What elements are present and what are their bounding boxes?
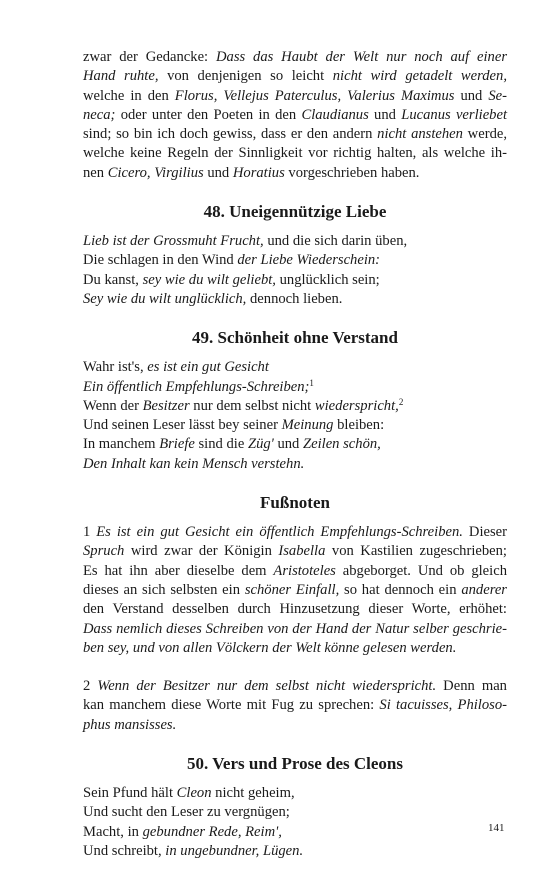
text-run: Cicero, Virgilius <box>107 164 204 181</box>
text-run: abgeborget. Und ob gleich <box>335 562 507 579</box>
section-49-verse <box>83 358 507 474</box>
text-line <box>83 397 507 416</box>
text-run: Lucanus verliebet <box>401 106 508 123</box>
text-run: Sein Pfund hält <box>83 785 177 802</box>
text-line <box>83 67 507 86</box>
text-run: neca; <box>83 106 116 123</box>
text-run: bleiben: <box>333 417 385 434</box>
text-run: sind; so bin ich doch gewiss, dass er den andern <box>83 126 378 143</box>
text-line <box>83 696 507 715</box>
text-run: dennoch lieben. <box>246 290 343 307</box>
text-run: Wenn der Besitzer nur dem selbst nicht wiederspricht. <box>97 678 437 695</box>
text-run: Wahr ist's, <box>83 359 148 376</box>
text-run: oder unter den Poeten in den <box>115 106 302 123</box>
text-line <box>83 600 507 619</box>
text-run: Hand ruhte, <box>83 68 159 85</box>
text-run: Es ist ein gut Gesicht ein öffentlich Empfehlungs-Schreiben. <box>96 524 463 541</box>
text-run: Cleon <box>176 785 212 802</box>
text-run: Die schlagen in den Wind <box>83 252 238 269</box>
text-line <box>83 232 507 251</box>
text-run: Meinung <box>281 417 334 434</box>
text-run: Florus, Vellejus Paterculus, Valerius Maximus <box>174 87 455 104</box>
text-line <box>83 164 507 183</box>
text-run: von Kastilien zugeschrieben; <box>325 543 507 560</box>
intro-paragraph <box>83 48 507 183</box>
text-run: 1 <box>83 524 97 541</box>
text-run: sey wie du wilt geliebt, <box>142 271 276 288</box>
text-line <box>83 290 507 309</box>
section-48-heading: 48. Uneigennützige Liebe <box>203 202 387 222</box>
text-run: wiederspricht, <box>314 397 399 414</box>
text-line <box>83 416 507 435</box>
text-run: Macht, in <box>83 823 143 840</box>
text-run: Und sucht den Leser zu vergnügen; <box>83 804 290 821</box>
text-line <box>83 251 507 270</box>
text-line <box>83 106 507 125</box>
text-run: Isabella <box>278 543 326 560</box>
text-line <box>83 523 507 542</box>
text-run: wird zwar der Königin <box>124 543 279 560</box>
text-run: den Verstand desselben durch Hinzusetzung dieser Worte, erhöhet: <box>83 601 507 618</box>
text-line <box>83 620 507 639</box>
text-run: nicht anstehen <box>377 126 463 143</box>
text-line <box>83 784 507 803</box>
footnotes-heading: Fußnoten <box>260 493 330 513</box>
text-line <box>83 581 507 600</box>
text-line <box>83 639 507 658</box>
text-run: unglücklich sein; <box>275 271 380 288</box>
text-run: so hat dennoch ein <box>339 581 462 598</box>
text-run: und <box>454 87 489 104</box>
text-line <box>83 803 507 822</box>
text-run: Es hat ihn aber dieselbe dem <box>83 562 274 579</box>
text-run: Sey wie du wilt unglücklich, <box>83 290 247 307</box>
text-run: Dass nemlich dieses Schreiben von der Hand der Natur selber geschrie- <box>83 620 507 637</box>
text-run: Si tacuisses, Philoso- <box>379 697 507 714</box>
text-line <box>83 358 507 377</box>
text-line <box>83 378 507 397</box>
text-line <box>83 842 507 861</box>
text-run: Zeilen schön, <box>303 436 381 453</box>
text-run: phus mansisses. <box>83 716 177 733</box>
text-run: nur dem selbst nicht <box>189 397 315 414</box>
page-content <box>83 48 507 861</box>
text-line <box>83 48 507 67</box>
text-run: der Liebe Wiederschein: <box>237 252 381 269</box>
text-run: und <box>368 106 402 123</box>
text-run: in ungebundner, Lügen. <box>165 842 304 859</box>
text-run: Ein öffentlich Empfehlungs-Schreiben; <box>83 378 310 395</box>
text-run: Claudianus <box>301 106 369 123</box>
text-run: und <box>203 164 233 181</box>
text-run: welche keine Regeln der Sinnligkeit vor richtig halten, als welche ih- <box>83 145 507 162</box>
text-run: kan manchem diese Worte mit Fug zu sprechen: <box>83 697 380 714</box>
text-line <box>83 435 507 454</box>
text-run: von denjenigen so leicht <box>158 68 333 85</box>
text-run: Wenn der <box>83 397 143 414</box>
text-line <box>83 125 507 144</box>
text-run: vorgeschrieben haben. <box>284 164 420 181</box>
text-run: es ist ein gut Gesicht <box>147 359 269 376</box>
footnote-2 <box>83 677 507 735</box>
text-run: ben sey, und von allen Völckern der Welt könne gelesen werden. <box>83 639 457 656</box>
text-run: Du kanst, <box>83 271 143 288</box>
text-run: gebundner Rede, Reim', <box>142 823 282 840</box>
footnote-1 <box>83 523 507 658</box>
footnote-marker: 2 <box>398 396 404 407</box>
text-run: nicht geheim, <box>211 785 295 802</box>
text-run: Denn man <box>436 678 507 695</box>
text-run: Briefe <box>159 436 195 453</box>
text-run: Züg' <box>247 436 274 453</box>
text-line <box>83 144 507 163</box>
text-run: welche in den <box>83 87 175 104</box>
text-run: Spruch <box>83 543 125 560</box>
text-run: schöner Einfall, <box>244 581 340 598</box>
text-run: Dieser <box>462 524 507 541</box>
text-line <box>83 716 507 735</box>
text-run: Aristoteles <box>273 562 336 579</box>
text-run: nen <box>83 164 108 181</box>
section-50-heading: 50. Vers und Prose des Cleons <box>187 754 403 774</box>
text-run: Dass das Haubt der Welt nur noch auf einer <box>215 49 507 65</box>
text-run: 2 <box>83 678 98 695</box>
text-run: Besitzer <box>142 397 190 414</box>
section-48-verse <box>83 232 507 309</box>
text-run: In manchem <box>83 436 160 453</box>
text-line <box>83 87 507 106</box>
text-line <box>83 677 507 696</box>
text-run: werde, <box>462 126 507 143</box>
text-run: zwar der Gedancke: <box>83 49 216 65</box>
text-line <box>83 455 507 474</box>
text-run: und <box>273 436 303 453</box>
text-run: Den Inhalt kan kein Mensch verstehn. <box>83 455 305 472</box>
text-run: Horatius <box>232 164 285 181</box>
text-run: Lieb ist der Grossmuht Frucht, <box>83 233 264 250</box>
section-50-verse <box>83 784 507 861</box>
section-49-heading: 49. Schönheit ohne Verstand <box>192 328 398 348</box>
text-run: und die sich darin üben, <box>263 233 408 250</box>
text-line <box>83 562 507 581</box>
text-run: anderer <box>461 581 507 598</box>
text-line <box>83 823 507 842</box>
text-run: sind die <box>194 436 248 453</box>
text-run: Und seinen Leser lässt bey seiner <box>83 417 282 434</box>
page-number: 141 <box>488 822 505 834</box>
text-run: nicht wird getadelt werden, <box>332 68 507 85</box>
text-run: Se- <box>488 87 507 104</box>
text-line <box>83 271 507 290</box>
text-line <box>83 542 507 561</box>
text-run: Und schreibt, <box>83 842 166 859</box>
text-run: dieses an sich selbsten ein <box>83 581 245 598</box>
footnote-marker: 1 <box>309 377 314 388</box>
